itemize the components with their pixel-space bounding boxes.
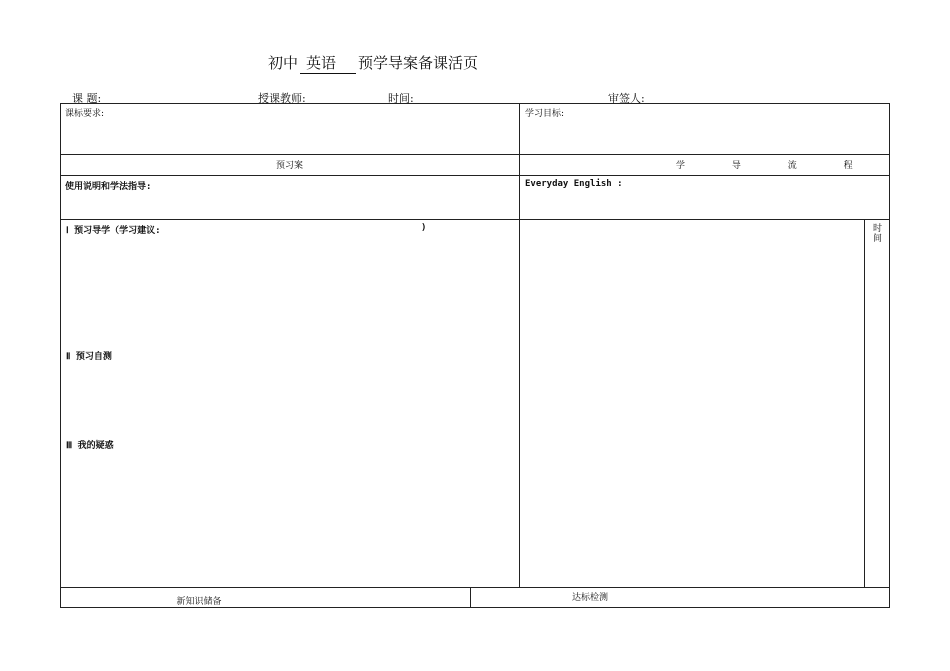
table-divider (60, 154, 890, 155)
table-divider (60, 175, 890, 176)
time-column-label: 时间 (871, 223, 881, 243)
title-subject: 英语 (300, 52, 356, 74)
topic-label: 课 题: (72, 92, 102, 105)
standard-test-label: 达标检测 (571, 593, 608, 603)
table-border-top (60, 103, 890, 104)
table-border-bottom (60, 607, 890, 608)
section-questions: Ⅲ 我的疑惑 (66, 441, 114, 451)
table-divider (60, 587, 890, 588)
instructions-label: 使用说明和学法指导: (65, 182, 152, 192)
time-label: 时间: (388, 92, 414, 105)
title-prefix: 初中 (268, 54, 299, 72)
page-title (268, 52, 478, 74)
table-divider (60, 219, 890, 220)
process-heading: 学 导 流 程 (676, 161, 875, 171)
curriculum-label: 课标要求: (65, 109, 105, 119)
reviewer-label: 审签人: (608, 92, 645, 105)
everyday-english-label: Everyday English : (525, 179, 623, 189)
knowledge-reserve-label: 新知识储备 (176, 597, 222, 607)
time-column-divider (864, 219, 865, 587)
section-preview-guide-close: ) (421, 223, 427, 233)
table-border-left (60, 103, 61, 607)
section-preview-guide: Ⅰ 预习导学（学习建议: (66, 226, 161, 236)
table-border-right (889, 103, 890, 607)
teacher-label: 授课教师: (258, 92, 306, 105)
table-column-divider (519, 103, 520, 587)
preview-heading: 预习案 (275, 161, 303, 171)
title-suffix: 预学导案备课活页 (358, 54, 479, 72)
section-self-test: Ⅱ 预习自测 (66, 352, 112, 362)
objectives-label: 学习目标: (525, 109, 565, 119)
